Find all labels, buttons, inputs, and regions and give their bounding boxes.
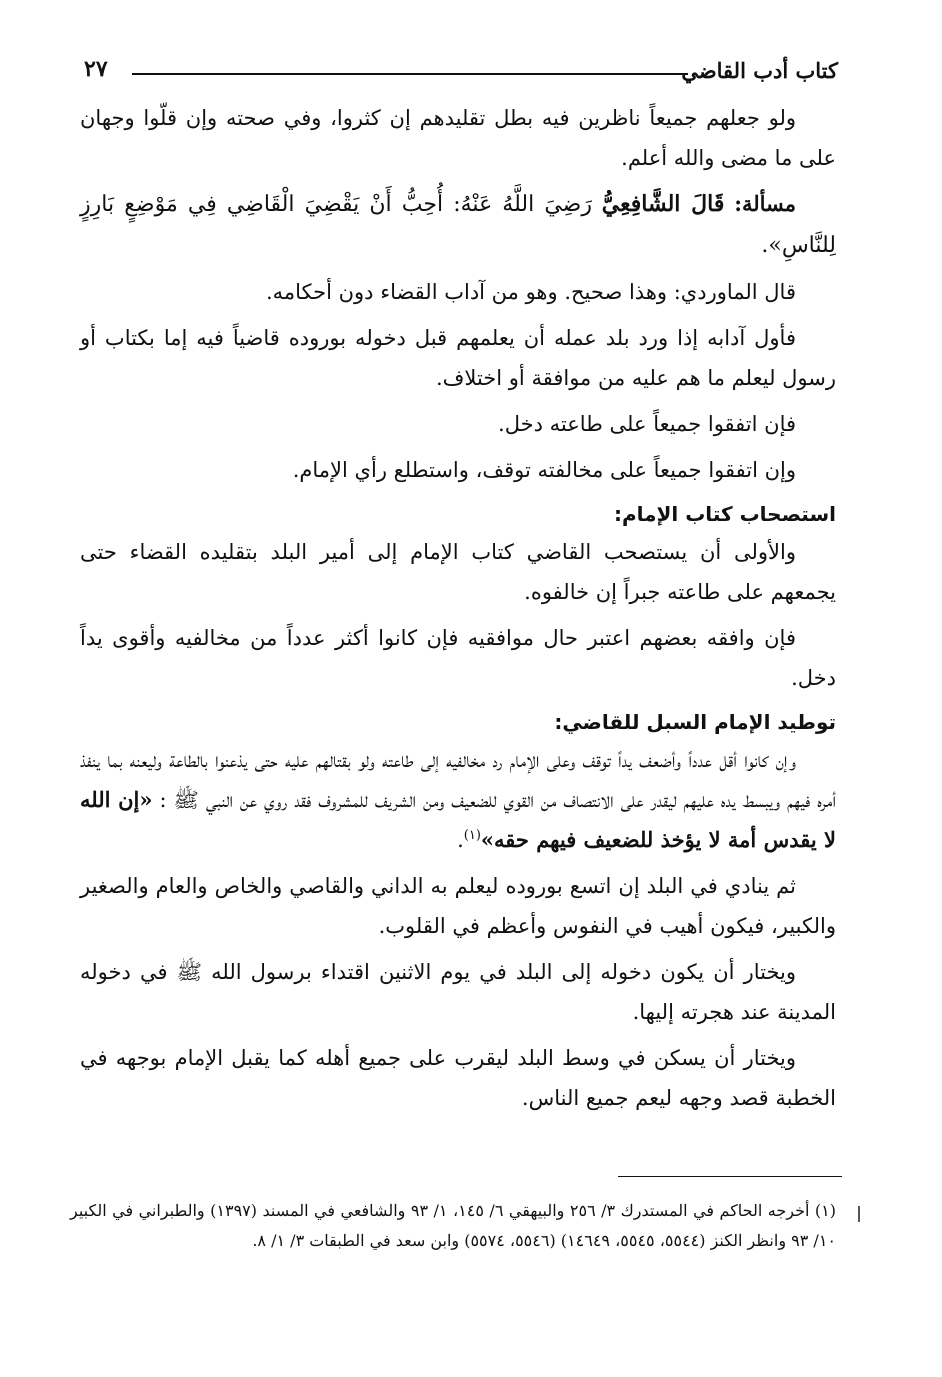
footnote-1: (١) أخرجه الحاكم في المستدرك ٣/ ٢٥٦ والبيهقي ٦/ ١٤٥، ١/ ٩٣ والشافعي في المسند (١٣٩٧) والطبراني في الكبير ١٠/ ٩٣ وانظر الكنز (٥٥٤٤، ٥٥٤٥، ١٤٦٤٩) (٥٥٤٦، ٥٥٧٤) وابن سعد في الطبقات ٣/ ١/ ٨. bbox=[70, 1201, 837, 1250]
paragraph: ثم ينادي في البلد إن اتسع بوروده ليعلم به الداني والقاصي والخاص والعام والصغير والكبير، فيكون أهيب في النفوس وأعظم في القلوب. bbox=[80, 874, 836, 938]
masala-paragraph bbox=[80, 184, 836, 266]
paragraph: ولو جعلهم جميعاً ناظرين فيه بطل تقليدهم إن كثروا، وفي صحته وإن قلّوا وجهان على ما مضى والله أعلم. bbox=[80, 106, 836, 170]
footnote-reference[interactable]: (١) bbox=[463, 828, 481, 843]
page-header bbox=[84, 56, 838, 96]
masala-label: مسألة: bbox=[734, 191, 796, 216]
footnotes bbox=[70, 1196, 836, 1256]
paragraph: ويختار أن يكون دخوله إلى البلد في يوم الاثنين اقتداء برسول الله ﷺ في دخوله المدينة عند هجرته إليها. bbox=[80, 960, 836, 1024]
paragraph: قال الماوردي: وهذا صحيح. وهو من آداب القضاء دون أحكامه. bbox=[265, 280, 796, 304]
running-title: كتاب أدب القاضي bbox=[681, 58, 838, 83]
paragraph: والأولى أن يستصحب القاضي كتاب الإمام إلى أمير البلد بتقليده القضاء حتى يجمعهم على طاعته جبراً إن خالفوه. bbox=[80, 540, 836, 604]
paragraph: فإن اتفقوا جميعاً على طاعته دخل. bbox=[498, 412, 796, 436]
paragraph: فإن وافقه بعضهم اعتبر حال موافقيه فإن كانوا أكثر عدداً من مخالفيه وأقوى يداً دخل. bbox=[80, 626, 836, 690]
sentence-end: . bbox=[457, 828, 464, 852]
paragraph: وإن اتفقوا جميعاً على مخالفته توقف، واستطلع رأي الإمام. bbox=[292, 458, 796, 482]
masala-speaker: قَالَ الشَّافِعِيُّ bbox=[601, 191, 725, 217]
paragraph: فأول آدابه إذا ورد بلد عمله أن يعلمهم قبل دخوله بوروده قاضياً فيه إما بكتاب أو رسول ليعلم ما هم عليه من موافقة أو اختلاف. bbox=[80, 326, 836, 390]
section-heading: استصحاب كتاب الإمام: bbox=[613, 502, 836, 526]
footnote-separator bbox=[618, 1176, 842, 1177]
masala-text: رَضِيَ اللَّهُ عَنْهُ: أُحِبُّ أَنْ يَقْضِيَ الْقَاضِي فِي مَوْضِعٍ بَارِزٍ لِلنَّاسِ». bbox=[80, 192, 836, 258]
header-rule bbox=[132, 73, 688, 75]
hadith-paragraph bbox=[80, 740, 836, 860]
paragraph: ويختار أن يسكن في وسط البلد ليقرب على جميع أهله كما يقبل الإمام بوجهه في الخطبة قصد وجهه ليعم جميع الناس. bbox=[80, 1046, 836, 1110]
main-text bbox=[80, 98, 836, 1124]
margin-mark bbox=[858, 1206, 860, 1222]
page-number: ٢٧ bbox=[84, 56, 108, 82]
hadith-quote: «إن الله لا يقدس أمة لا يؤخذ للضعيف فيهم حقه» bbox=[80, 787, 836, 852]
paragraph-text: وإن كانوا أقل عدداً وأضعف يداً توقف وعلى الإمام رد مخالفيه إلى طاعته ولو بقتالهم عليه حتى يذعنوا بالطاعة وليعنه بما ينفذ أمره فيهم ويبسط يده عليهم ليقدر على الانتصاف من القوي للضعيف ومن الشريف للمشروف فقد روي عن النبي ﷺ : bbox=[80, 748, 836, 812]
section-heading: توطيد الإمام السبل للقاضي: bbox=[554, 710, 836, 734]
